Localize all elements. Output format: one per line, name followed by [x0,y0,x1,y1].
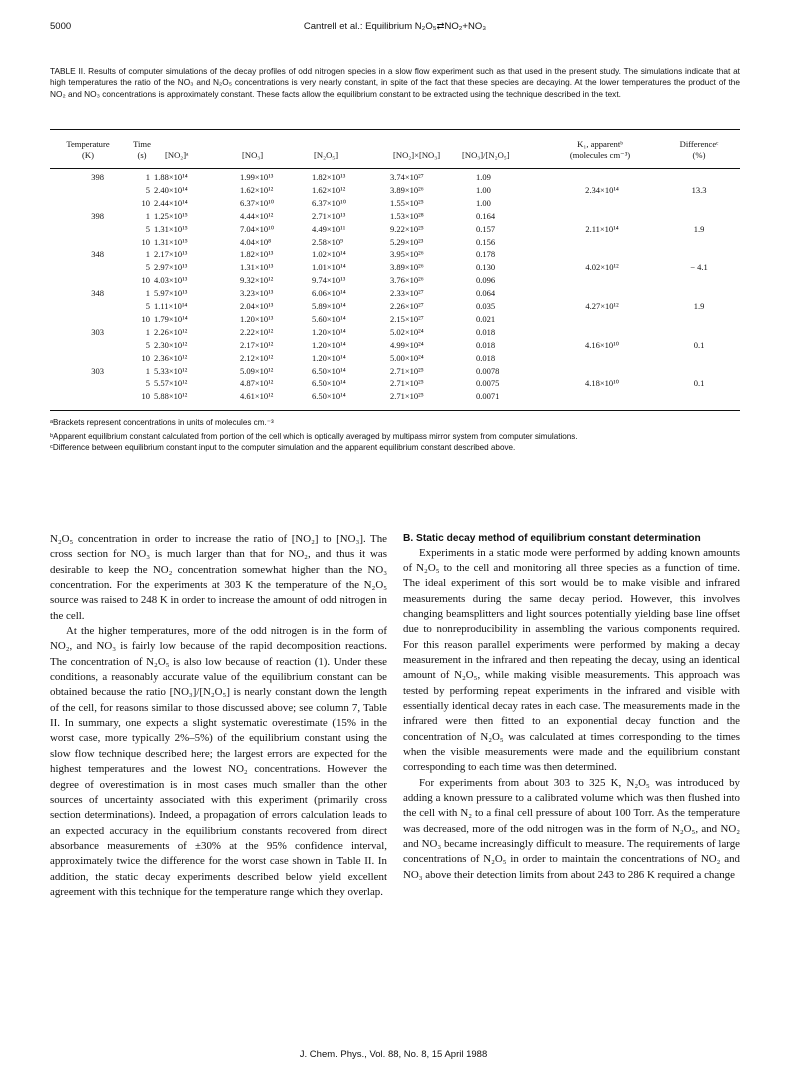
table-row [50,224,740,235]
cell-no2: 2.40×10¹⁴ [154,184,188,195]
table-footnote-a: ᵃBrackets represent concentrations in units of molecules cm.⁻³ [50,418,274,427]
cell-n2o5: 1.20×10¹⁴ [312,326,346,337]
journal-footer: J. Chem. Phys., Vol. 88, No. 8, 15 April 1988 [299,1049,488,1060]
cell-product: 2.71×10²⁵ [390,378,424,389]
cell-product: 3.89×10²⁶ [390,184,424,195]
cell-ratio: 0.0071 [476,391,500,402]
cell-k1: 4.18×10¹⁰ [584,378,620,389]
cell-n2o5: 1.20×10¹⁴ [312,339,346,350]
table-row [50,353,740,364]
cell-no3: 1.99×10¹³ [240,172,274,182]
table-row [50,275,740,286]
cell-k1: 4.02×10¹² [585,262,619,273]
cell-no3: 2.04×10¹³ [240,301,274,311]
cell-no3: 4.44×10¹² [240,210,274,221]
cell-product: 2.26×10²⁷ [390,301,424,311]
table-row [50,249,740,260]
cell-no3: 5.09×10¹² [240,365,274,376]
cell-ratio: 0.164 [476,210,496,221]
cell-time: 10 [141,236,150,247]
cell-product: 2.15×10²⁷ [390,313,424,324]
cell-product: 1.55×10²⁵ [390,197,424,208]
left-paragraph: N₂O₅ concentration in order to increase the ratio of [NO₂] to [NO₃]. The cross section for NO₃ is much larger than that for NO₂, and thus it was desirable to keep the NO₂ concentration somewhat higher than the NO₃ concentration. For the experiments at 303 K the temperature of the N₂O₅ source was raised to 248 K in order to increase the amount of odd nitrogen in the cell. [50,533,387,622]
cell-difference: − 4.1 [690,262,708,273]
cell-no3: 9.32×10¹² [240,275,274,286]
cell-no3: 7.04×10¹⁰ [240,223,275,234]
cell-time: 5 [145,339,150,350]
header-no2: [NO₂]ᵃ [165,149,189,160]
table-row [50,211,740,222]
section-heading: B. Static decay method of equilibrium constant determination [403,533,701,544]
cell-no2: 1.31×10¹⁵ [154,236,188,247]
cell-n2o5: 1.02×10¹⁴ [312,249,346,260]
table-bottom-rule [50,410,740,411]
table-row [50,185,740,196]
cell-n2o5: 5.60×10¹⁴ [312,313,346,324]
cell-n2o5: 5.89×10¹⁴ [312,301,346,311]
cell-difference: 1.9 [693,301,705,311]
table-row [50,340,740,351]
cell-no2: 2.44×10¹⁴ [154,197,188,208]
cell-n2o5: 1.20×10¹⁴ [312,352,346,363]
cell-time: 10 [141,275,150,286]
page-number: 5000 [50,21,72,32]
cell-product: 2.33×10²⁷ [390,288,424,299]
cell-ratio: 0.0078 [476,365,500,376]
cell-temperature: 398 [91,172,104,182]
header-time-unit: (s) [137,149,147,160]
header-product: [NO₂]×[NO₃] [393,149,441,160]
cell-no2: 2.97×10¹³ [154,262,188,273]
right-paragraph: For experiments from about 303 to 325 K, N₂O₅ was introduced by adding a known pressure to a calibrated volume which was then flushed into the cell with N₂ to a final cell pressure of about 100 Torr. As the temperature was decreased, more of the odd nitrogen was in the form of N₂O₅, and NO₂ and NO₃ became increasingly difficult to measure. The requirements of large concentrations of N₂O₅ in order to maintain the concentrations of NO₂ and NO₃ above their detection limits from about 243 to 286 K required a change [403,776,740,881]
cell-n2o5: 9.74×10¹³ [312,275,346,286]
cell-ratio: 0.178 [476,249,496,260]
cell-product: 3.89×10²⁶ [390,262,424,273]
table-row [50,262,740,273]
cell-product: 5.29×10²³ [390,236,424,247]
cell-no2: 5.97×10¹³ [154,288,188,299]
cell-time: 5 [145,184,150,195]
cell-no2: 1.31×10¹⁵ [154,223,188,234]
cell-no3: 6.37×10¹⁰ [240,197,275,208]
table-row [50,327,740,338]
header-k1: K₁, apparentᵇ [577,139,623,149]
cell-time: 5 [145,378,150,389]
cell-product: 3.74×10²⁷ [390,172,424,182]
left-paragraph: At the higher temperatures, more of the odd nitrogen is in the form of NO₂, and NO₃ is fairly low because of the rapid decomposition reactions. The concentration of N₂O₅ is also low because of reaction (1). Under these conditions, a reasonably accurate value of the equilibrium constant can be obtained because the ratio [NO₃]/[N₂O₅] is nearly constant down the length of the cell, for reasons similar to those discussed above; see column 7, Table II. In summary, one expects a slight systematic overestimate (15% in the worst case, more typically 2%–5%) of the equilibrium constant using the slow flow technique described here; the largest errors are expected for the highest temperatures and the lowest NO₂ concentrations. However the degree of overestimation is in most cases much smaller than the other sources of uncertainty associated with this experiment (primarily cross section determinations). Indeed, a propagation of errors calculation leads to an expected accuracy in the equilibrium constants recovered from direct absorbance measurements of ±30% at the 95% confidence interval, approximately twice the difference for the worst case shown in Table II. In addition, the static decay experiments described below yield excellent agreement with this technique for the temperature range which they overlap. [50,625,387,898]
cell-ratio: 0.096 [476,275,496,286]
cell-no2: 2.26×10¹² [154,326,188,337]
header-difference: Differenceᶜ [679,139,719,149]
cell-no2: 5.57×10¹² [154,378,188,389]
cell-temperature: 303 [91,326,104,337]
cell-temperature: 348 [91,249,104,260]
cell-ratio: 0.157 [476,223,496,234]
cell-product: 3.95×10²⁶ [390,249,424,260]
cell-ratio: 0.018 [476,326,496,337]
table-row [50,378,740,389]
cell-n2o5: 6.50×10¹⁴ [312,378,346,389]
right-column [403,532,740,883]
cell-no3: 1.62×10¹² [240,184,274,195]
table-row [50,366,740,377]
cell-product: 1.53×10²⁸ [390,210,424,221]
table-row [50,391,740,402]
header-temperature: Temperature [66,139,110,149]
cell-no3: 1.20×10¹³ [240,313,274,324]
cell-difference: 0.1 [693,378,705,389]
table-row [50,237,740,248]
cell-no2: 1.11×10¹⁴ [154,301,188,311]
cell-no2: 2.17×10¹³ [154,249,188,260]
cell-no3: 3.23×10¹³ [240,288,274,299]
cell-time: 1 [145,326,150,337]
table-row [50,314,740,325]
table-header [50,139,740,169]
cell-time: 1 [145,210,150,221]
cell-ratio: 0.130 [476,262,496,273]
header-ratio: [NO₃]/[N₂O₅] [462,149,510,160]
table-caption: TABLE II. Results of computer simulations of the decay profiles of odd nitrogen species in a slow flow experiment such as that used in the present study. The simulations indicate that at high temperatures the ratio of the NO₃ and N₂O₅ concentrations is very nearly constant, in spite of the fact that these species are decaying. At the lower temperatures the product of the NO₂ and NO₃ concentrations is approximately constant. These facts allow the equilibrium constant to be extracted using the technique described in the text. [50,66,740,99]
cell-no3: 2.22×10¹² [240,326,274,337]
cell-k1: 2.34×10¹⁴ [585,184,619,195]
cell-no3: 1.82×10¹³ [240,249,274,260]
table-footnote-b: ᵇApparent equilibrium constant calculated from portion of the cell which is optically averaged by multipass mirror system from computer simulations. [50,432,578,441]
cell-time: 1 [145,365,150,376]
cell-k1: 4.16×10¹⁰ [584,339,620,350]
cell-no2: 4.03×10¹³ [154,275,188,286]
cell-k1: 4.27×10¹² [585,301,619,311]
header-difference-unit: (%) [692,149,706,160]
cell-time: 5 [145,301,150,311]
cell-difference: 13.3 [691,184,707,195]
cell-no2: 1.79×10¹⁴ [154,313,188,324]
header-temperature-unit: (K) [82,149,94,160]
table-row [50,172,740,183]
cell-no3: 2.17×10¹² [240,339,274,350]
cell-time: 1 [145,249,150,260]
cell-time: 1 [145,172,150,182]
cell-time: 5 [145,262,150,273]
cell-n2o5: 4.49×10¹¹ [312,223,346,234]
cell-k1: 2.11×10¹⁴ [585,223,619,234]
cell-ratio: 0.018 [476,339,496,350]
cell-time: 10 [141,352,150,363]
running-header [50,21,740,35]
cell-no2: 5.88×10¹² [154,391,188,402]
cell-no2: 2.36×10¹² [154,352,188,363]
cell-time: 1 [145,288,150,299]
cell-no3: 4.04×10⁸ [240,236,272,247]
cell-difference: 0.1 [693,339,705,350]
cell-ratio: 0.035 [476,301,496,311]
table-top-rule [50,129,740,130]
cell-difference: 1.9 [693,223,705,234]
cell-product: 2.71×10²⁵ [390,365,424,376]
cell-n2o5: 6.06×10¹⁴ [312,288,346,299]
cell-ratio: 0.018 [476,352,496,363]
cell-n2o5: 1.01×10¹⁴ [312,262,346,273]
header-n2o5: [N₂O₅] [314,149,339,160]
cell-ratio: 1.00 [476,197,491,208]
table-footnote-c: ᶜDifference between equilibrium constant input to the computer simulation and the apparent equilibrium constant described above. [50,443,516,452]
cell-ratio: 1.09 [476,172,491,182]
cell-time: 10 [141,391,150,402]
cell-no3: 4.61×10¹² [240,391,274,402]
cell-time: 10 [141,313,150,324]
cell-n2o5: 2.58×10⁹ [312,236,344,247]
cell-product: 2.71×10²⁵ [390,391,424,402]
cell-temperature: 398 [91,210,104,221]
header-no3: [NO₃] [242,149,264,160]
cell-ratio: 1.00 [476,184,491,195]
cell-time: 5 [145,223,150,234]
cell-n2o5: 1.82×10¹³ [312,172,346,182]
cell-no3: 1.31×10¹³ [240,262,274,273]
cell-ratio: 0.064 [476,288,496,299]
cell-n2o5: 1.62×10¹² [312,184,346,195]
table-row [50,301,740,312]
running-title: Cantrell et al.: Equilibrium N₂O₅⇄NO₂+NO₃ [303,21,487,32]
cell-no3: 4.87×10¹² [240,378,274,389]
cell-product: 9.22×10²⁵ [390,223,424,234]
cell-no2: 2.30×10¹² [154,339,188,350]
cell-ratio: 0.0075 [476,378,500,389]
right-paragraph: Experiments in a static mode were performed by adding known amounts of N₂O₅ to the cell and monitoring all three species as a function of time. The ideal experiment of this sort would be to make visible and infrared measurements during the same decay period. However, this involves changing beamsplitters and light sources potentially yielding base line offset due to nonreproducibility in assembling the various components required. For this reason parallel experiments were performed by making a decay measurement in the infrared and then repeating the decay, using an identical amount of N₂O₅, while making visible measurements. This approach was tested by performing repeat experiments in the infrared and visible with essentially identical decay rates in each case. The measurements made in the infrared were then fitted to an exponential decay function and the concentration of N₂O₅ was calculated at times corresponding to the times when the visible measurements were made and the equilibrium constant corresponding to each time was then determined. [403,546,740,774]
table-row [50,288,740,299]
table-header-rule [50,168,740,169]
table-row [50,198,740,209]
cell-no2: 5.33×10¹² [154,365,188,376]
cell-n2o5: 2.71×10¹³ [312,210,346,221]
header-time: Time [133,139,151,149]
cell-no3: 2.12×10¹² [240,352,274,363]
cell-ratio: 0.021 [476,313,496,324]
cell-no2: 1.25×10¹⁵ [154,210,188,221]
cell-product: 5.00×10²⁴ [390,352,424,363]
cell-n2o5: 6.50×10¹⁴ [312,365,346,376]
left-column [50,532,387,900]
cell-n2o5: 6.37×10¹⁰ [312,197,347,208]
cell-product: 4.99×10²⁴ [390,339,424,350]
cell-no2: 1.88×10¹⁴ [154,172,188,182]
cell-ratio: 0.156 [476,236,496,247]
cell-time: 10 [141,197,150,208]
cell-product: 5.02×10²⁴ [390,326,424,337]
header-k1-unit: (molecules cm⁻³) [569,149,631,160]
cell-temperature: 303 [91,365,104,376]
cell-product: 3.76×10²⁶ [390,275,424,286]
cell-n2o5: 6.50×10¹⁴ [312,391,346,402]
cell-temperature: 348 [91,288,104,299]
